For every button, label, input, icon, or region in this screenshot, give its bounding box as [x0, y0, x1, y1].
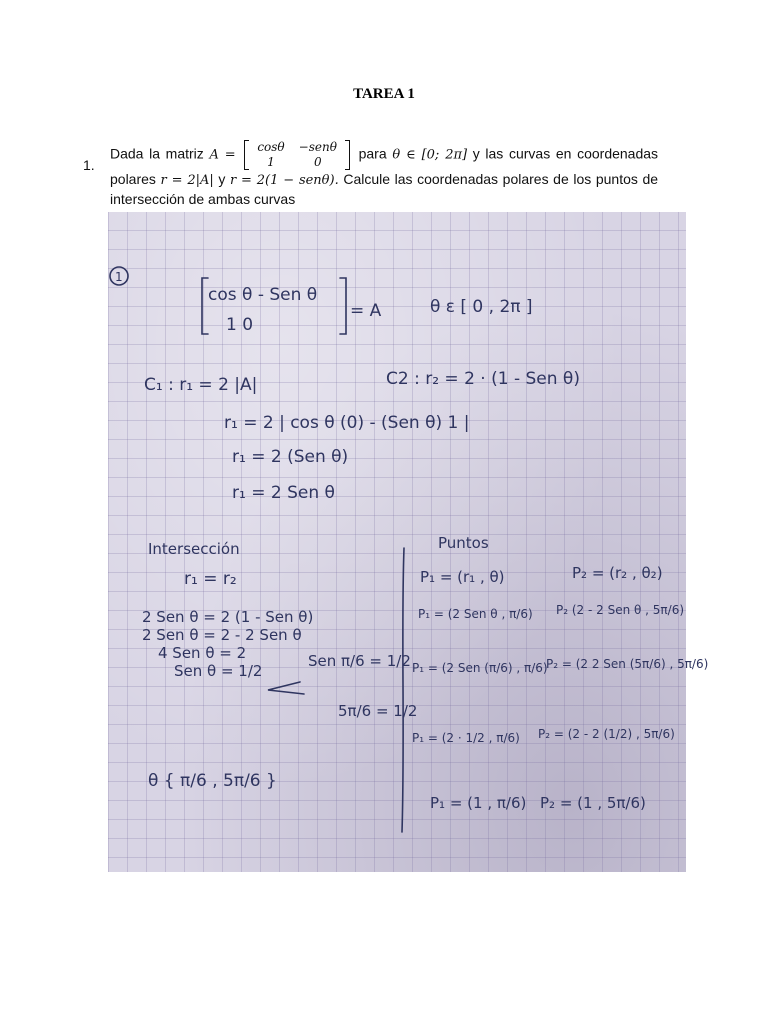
- hw-theta-domain: θ ε [ 0 , 2π ]: [430, 297, 533, 317]
- text-polares: polares: [110, 171, 156, 187]
- hw-inter-2: 2 Sen θ = 2 (1 - Sen θ): [142, 608, 314, 626]
- hw-c2: C2 : r₂ = 2 · (1 - Sen θ): [386, 369, 580, 389]
- matrix-right-bracket: [340, 278, 346, 334]
- matrix-cell: 0: [313, 155, 322, 169]
- hw-p-row2-b: P₂ (2 - 2 Sen θ , 5π/6): [556, 603, 685, 617]
- text-curvas: y las curvas en coordenadas: [472, 145, 659, 162]
- hw-puntos-title: Puntos: [438, 534, 489, 552]
- hw-inter-1: r₁ = r₂: [184, 569, 237, 589]
- text-para: para: [358, 145, 387, 162]
- problem-statement: [83, 140, 658, 209]
- hw-theta-set: θ { π/6 , 5π/6 }: [148, 771, 277, 791]
- hw-item-number: 1: [115, 270, 123, 284]
- hw-inter-3: 2 Sen θ = 2 - 2 Sen θ: [142, 626, 302, 644]
- matrix-cell: cosθ: [257, 140, 285, 154]
- matrix-lhs: A =: [209, 147, 236, 163]
- hw-r1-c: r₁ = 2 Sen θ: [232, 483, 335, 503]
- matrix-cell: −senθ: [298, 140, 337, 154]
- notebook-photo: [108, 212, 709, 872]
- theta-domain: θ ∈ [0; 2π]: [392, 147, 468, 163]
- hw-sen-a: Sen π/6 = 1/2: [308, 652, 411, 670]
- hw-sen-b: 5π/6 = 1/2: [338, 702, 418, 720]
- curve-2: r = 2(1 − senθ).: [229, 173, 339, 188]
- problem-body: [110, 140, 658, 209]
- text-puntos: puntos de intersección de ambas curvas: [110, 171, 659, 207]
- hw-inter-title: Intersección: [148, 540, 240, 558]
- hw-p-row3-a: P₁ = (2 Sen (π/6) , π/6): [412, 661, 548, 675]
- hw-matrix-eq: = A: [350, 301, 382, 321]
- hw-p-row4-b: P₂ = (2 - 2 (1/2) , 5π/6): [538, 727, 675, 741]
- curve-1: r = 2|A|: [160, 173, 214, 188]
- hw-inter-4: 4 Sen θ = 2: [158, 644, 247, 662]
- arrow-mark: [268, 682, 304, 694]
- hw-p-row3-b: P₂ = (2 2 Sen (5π/6) , 5π/6): [546, 657, 709, 671]
- hw-p-row1-b: P₂ = (r₂ , θ₂): [572, 564, 663, 582]
- matrix-cell: 1: [267, 155, 275, 169]
- text-dada: Dada la matriz: [110, 145, 204, 162]
- hw-inter-5: Sen θ = 1/2: [174, 662, 263, 680]
- page-title: TAREA 1: [353, 86, 415, 102]
- hw-matrix-row1: cos θ - Sen θ: [208, 285, 318, 305]
- text-y: y: [218, 171, 226, 187]
- problem-number: 1.: [83, 157, 95, 173]
- hw-p-row1-a: P₁ = (r₁ , θ): [420, 568, 505, 586]
- hw-p-row4-a: P₁ = (2 · 1/2 , π/6): [412, 731, 520, 745]
- hw-p-row5-a: P₁ = (1 , π/6): [430, 794, 527, 812]
- hw-c1: C₁ : r₁ = 2 |A|: [144, 375, 258, 395]
- hw-r1-a: r₁ = 2 | cos θ (0) - (Sen θ) 1 |: [224, 413, 470, 433]
- hw-p-row5-b: P₂ = (1 , 5π/6): [540, 794, 646, 812]
- hw-r1-b: r₁ = 2 (Sen θ): [232, 447, 349, 467]
- column-divider: [402, 548, 404, 832]
- matrix-a: [244, 140, 350, 170]
- hw-p-row2-a: P₁ = (2 Sen θ , π/6): [418, 607, 533, 621]
- handwriting-layer: [108, 212, 709, 872]
- hw-matrix-row2: 1 0: [226, 315, 254, 335]
- text-calcule: Calcule las coordenadas polares de los: [343, 171, 592, 187]
